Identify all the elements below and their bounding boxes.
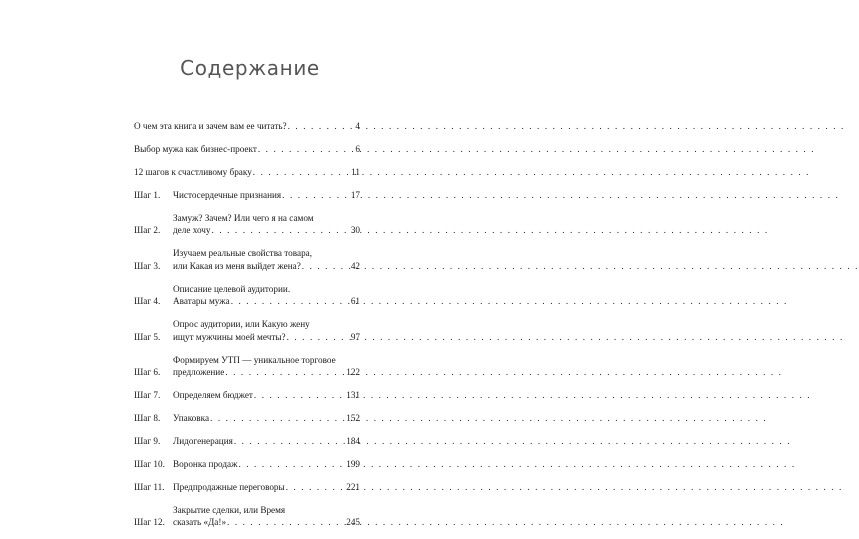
toc-page-number: 42 [350, 260, 360, 271]
toc-page-number: 11 [351, 167, 360, 177]
toc-page-number: 61 [350, 296, 360, 307]
toc-entry-title-line: предложение [173, 367, 225, 378]
toc-entry-body [173, 389, 360, 401]
toc-entry [134, 247, 360, 272]
toc-entry-body [173, 435, 360, 447]
toc-step-number: Шаг 8. [134, 413, 161, 424]
toc-entry-last-line [173, 366, 360, 378]
toc-leader-dots [231, 295, 350, 307]
toc-entry-last-line [173, 516, 360, 528]
toc-title: Содержание [180, 56, 320, 80]
toc-entry-body [134, 120, 360, 132]
toc-entry [134, 212, 360, 237]
toc-entry [134, 481, 360, 493]
toc-entry [134, 120, 360, 132]
toc-step-number: Шаг 6. [134, 367, 161, 378]
toc-entry-last-line [173, 260, 360, 272]
toc-entry-title-line: или Какая из меня выйдет жена? [173, 260, 301, 271]
toc-step-number: Шаг 4. [134, 296, 161, 307]
toc-entry-last-line [173, 458, 360, 470]
toc-entry-body [134, 143, 360, 155]
toc-leader-dots [254, 389, 345, 401]
toc-entry-body [173, 458, 360, 470]
toc-entry [134, 318, 360, 343]
toc-step-number: Шаг 10. [134, 459, 165, 470]
toc-entry-title-line: Аватары мужа [173, 296, 230, 307]
toc-step-number: Шаг 9. [134, 436, 161, 447]
toc-page-number: 199 [346, 459, 360, 470]
toc-page-number: 131 [346, 390, 360, 401]
toc-leader-dots [286, 481, 346, 493]
toc-entry [134, 458, 360, 470]
toc-entry-title-line: деле хочу [173, 225, 211, 236]
toc-entry-body [173, 354, 360, 379]
toc-leader-dots [212, 224, 350, 236]
toc-leader-dots [288, 120, 355, 132]
toc-entry-last-line [134, 166, 360, 178]
toc-entry-title-line: Изучаем реальные свойства товара, [173, 248, 313, 259]
toc-entry-title-line: Чистосердечные признания [173, 190, 282, 200]
toc-page-number: 97 [350, 331, 360, 342]
toc-entry-body [173, 412, 360, 424]
toc-entry [134, 504, 360, 529]
toc-entry [134, 389, 360, 401]
toc-entry [134, 189, 360, 201]
toc-entry-body [134, 166, 360, 178]
toc-entry-last-line [173, 295, 360, 307]
toc-leader-dots [302, 260, 350, 272]
toc-entry-body [173, 318, 360, 343]
toc-entry-title-line: Закрытие сделки, или Время [173, 505, 286, 516]
toc-leader-dots [287, 331, 350, 343]
toc-leader-dots [225, 366, 345, 378]
toc-entry-body [173, 481, 360, 493]
toc-entry-body [173, 189, 360, 201]
toc-leader-dots [282, 189, 350, 201]
toc-entry-title-line: Определяем бюджет [173, 390, 253, 401]
toc-page-number: 6 [355, 144, 360, 154]
toc-entry-last-line [173, 412, 360, 424]
toc-entry-last-line [173, 389, 360, 401]
toc-entry-title-line: Упаковка [173, 413, 210, 424]
toc-entry-last-line [173, 481, 360, 493]
toc-page-number: 245 [346, 517, 360, 528]
toc-page-number: 221 [346, 482, 360, 493]
toc-leader-dots [210, 412, 345, 424]
toc-entry-body [173, 504, 360, 529]
table-of-contents [134, 120, 360, 539]
toc-step-number: Шаг 12. [134, 517, 165, 528]
toc-entry [134, 166, 360, 178]
toc-entry-body [173, 247, 360, 272]
toc-entry-title-line: Описание целевой аудитории. [173, 283, 291, 294]
toc-page-number: 30 [350, 225, 360, 236]
toc-leader-dots [253, 166, 350, 178]
toc-step-number: Шаг 11. [134, 482, 165, 493]
toc-entry-title-line: сказать «Да!» [173, 517, 227, 528]
toc-entry-title-line: ищут мужчины моей мечты? [173, 331, 286, 342]
toc-page-number: 122 [346, 367, 360, 378]
toc-leader-dots [238, 458, 345, 470]
toc-entry-title-line: Опрос аудитории, или Какую жену [173, 319, 310, 330]
toc-entry-last-line [173, 224, 360, 236]
toc-entry-last-line [134, 120, 360, 132]
toc-entry [134, 354, 360, 379]
toc-entry-last-line [173, 189, 360, 201]
toc-step-number: Шаг 1. [134, 190, 161, 200]
toc-page-number: 184 [346, 436, 360, 447]
toc-entry-title-line: Предпродажные переговоры [173, 482, 285, 493]
toc-entry-title-line: Формируем УТП — уникальное торговое [173, 354, 336, 365]
toc-entry-last-line [173, 435, 360, 447]
toc-entry-title-line: 12 шагов к счастливому браку [134, 167, 252, 177]
toc-entry-last-line [173, 331, 360, 343]
toc-entry-title-line: О чем эта книга и зачем вам ее читать? [134, 121, 287, 131]
toc-entry-title-line: Замуж? Зачем? Или чего я на самом [173, 213, 314, 223]
toc-entry-title-line: Воронка продаж [173, 459, 238, 470]
toc-entry-body [173, 212, 360, 237]
toc-entry [134, 435, 360, 447]
toc-entry-last-line [134, 143, 360, 155]
toc-page-number: 17 [350, 190, 360, 200]
toc-step-number: Шаг 7. [134, 390, 161, 401]
toc-step-number: Шаг 3. [134, 260, 161, 271]
toc-entry-title-line: Лидогенерация [173, 436, 233, 447]
toc-entry [134, 283, 360, 308]
toc-leader-dots [227, 516, 345, 528]
toc-leader-dots [258, 143, 355, 155]
toc-entry [134, 412, 360, 424]
toc-entry-body [173, 283, 360, 308]
toc-leader-dots [234, 435, 345, 447]
toc-page-number: 4 [355, 121, 360, 131]
toc-entry [134, 143, 360, 155]
toc-page-number: 152 [346, 413, 360, 424]
toc-step-number: Шаг 5. [134, 331, 161, 342]
toc-entry-title-line: Выбор мужа как бизнес-проект [134, 144, 257, 154]
toc-step-number: Шаг 2. [134, 225, 161, 236]
